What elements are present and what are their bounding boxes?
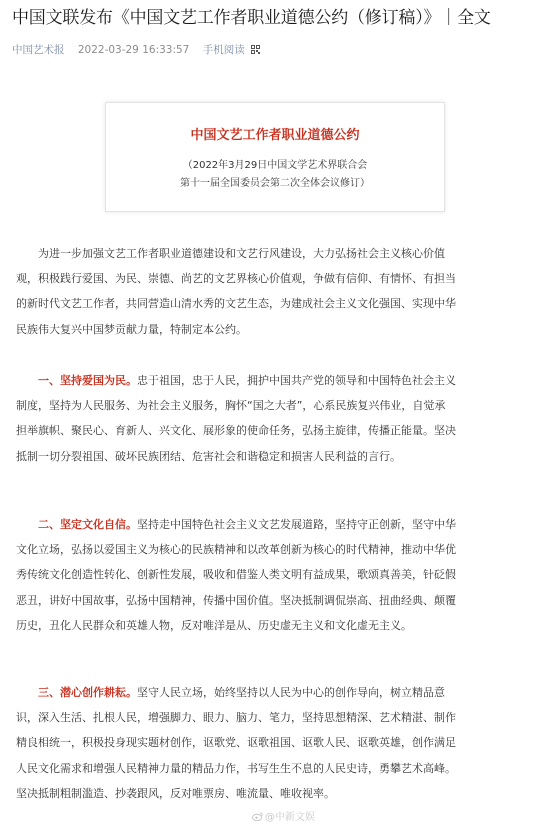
article-headline: 中国文联发布《中国文艺工作者职业道德公约（修订稿）》｜全文 [12, 8, 491, 28]
paragraph-line: 担举旗帜、聚民心、育新人、兴文化、展形象的使命任务，弘扬主旋律，传播正能量。坚决 [16, 424, 456, 438]
publish-date: 2022-03-29 16:33:57 [77, 44, 190, 56]
watermark [252, 808, 315, 823]
paragraph-line: 识，深入生活、扎根人民，增强脚力、眼力、脑力、笔力，坚持思想精深、艺术精湛、制作 [16, 711, 456, 725]
section-paragraph-2 [16, 512, 534, 638]
paragraph-line [16, 512, 534, 537]
paragraph-line: 坚决抵制粗制滥造、抄袭跟风，反对唯票房、唯流量、唯收视率。 [16, 786, 335, 800]
paragraph-line: 文化立场，弘扬以爱国主义为核心的民族精神和以改革创新为核心的时代精神，推动中华优 [16, 543, 456, 557]
document-title: 中国文艺工作者职业道德公约 [190, 128, 360, 143]
section-paragraph-1 [16, 368, 534, 469]
paragraph-line: 精良相统一，积极投身现实题材创作，讴歌党、讴歌祖国、讴歌人民、讴歌英雄，创作满足 [16, 736, 456, 750]
section-paragraph-3 [16, 680, 534, 806]
paragraph-line: 制度，坚持为人民服务、为社会主义服务，胸怀“国之大者”，心系民族复兴伟业，自觉承 [16, 399, 446, 413]
source-link[interactable]: 中国艺术报 [12, 44, 65, 56]
document-note-line: 第十一届全国委员会第二次全体会议修订） [180, 178, 370, 189]
mobile-read-link[interactable] [203, 44, 260, 56]
document-note [106, 157, 444, 193]
intro-paragraph [16, 241, 534, 342]
paragraph-line: 抵制一切分裂祖国、破坏民族团结、危害社会和谐稳定和损害人民利益的言行。 [16, 449, 401, 463]
section-heading: 三、潜心创作耕耘。 [16, 686, 137, 699]
section-text: 坚守人民立场，始终坚持以人民为中心的创作导向，树立精品意 [137, 686, 445, 699]
paragraph-line: 为进一步加强文艺工作者职业道德建设和文艺行风建设，大力弘扬社会主义核心价值 [16, 247, 445, 260]
paragraph-line: 历史，丑化人民群众和英雄人物，反对唯洋是从、历史虚无主义和文化虚无主义。 [16, 618, 412, 632]
mobile-read-label: 手机阅读 [202, 44, 245, 56]
section-heading: 一、坚持爱国为民。 [16, 374, 137, 387]
paragraph-line: 的新时代文艺工作者，共同营造山清水秀的文艺生态，为建成社会主义文化强国、实现中华 [16, 297, 456, 311]
document-title-box [105, 102, 445, 212]
qr-code-icon [251, 45, 260, 54]
section-text: 坚持走中国特色社会主义文艺发展道路，坚持守正创新，坚守中华 [137, 518, 456, 531]
paragraph-line: 秀传统文化创造性转化、创新性发展，吸收和借鉴人类文明有益成果，歌颂真善美，针砭假 [16, 568, 456, 582]
section-text: 忠于祖国，忠于人民，拥护中国共产党的领导和中国特色社会主义 [137, 374, 456, 387]
paragraph-line: 恶丑，讲好中国故事，弘扬中国精神，传播中国价值。坚决抵制调侃崇高、扭曲经典、颠覆 [16, 593, 456, 607]
paragraph-line [16, 368, 534, 393]
article-meta [12, 43, 260, 57]
paragraph-line: 人民文化需求和增强人民精神力量的精品力作，书写生生不息的人民史诗，勇攀艺术高峰。 [16, 761, 456, 775]
paragraph-line [16, 680, 534, 705]
paragraph-line: 民族伟大复兴中国梦贡献力量，特制定本公约。 [16, 322, 247, 336]
watermark-text: @中新文娱 [265, 812, 315, 823]
section-heading: 二、坚定文化自信。 [16, 518, 137, 531]
paragraph-line: 观，积极践行爱国、为民、崇德、尚艺的文艺界核心价值观，争做有信仰、有情怀、有担当 [16, 272, 456, 286]
document-note-line: （2022年3月29日中国文学艺术界联合会 [182, 160, 368, 171]
weibo-icon [252, 812, 263, 821]
